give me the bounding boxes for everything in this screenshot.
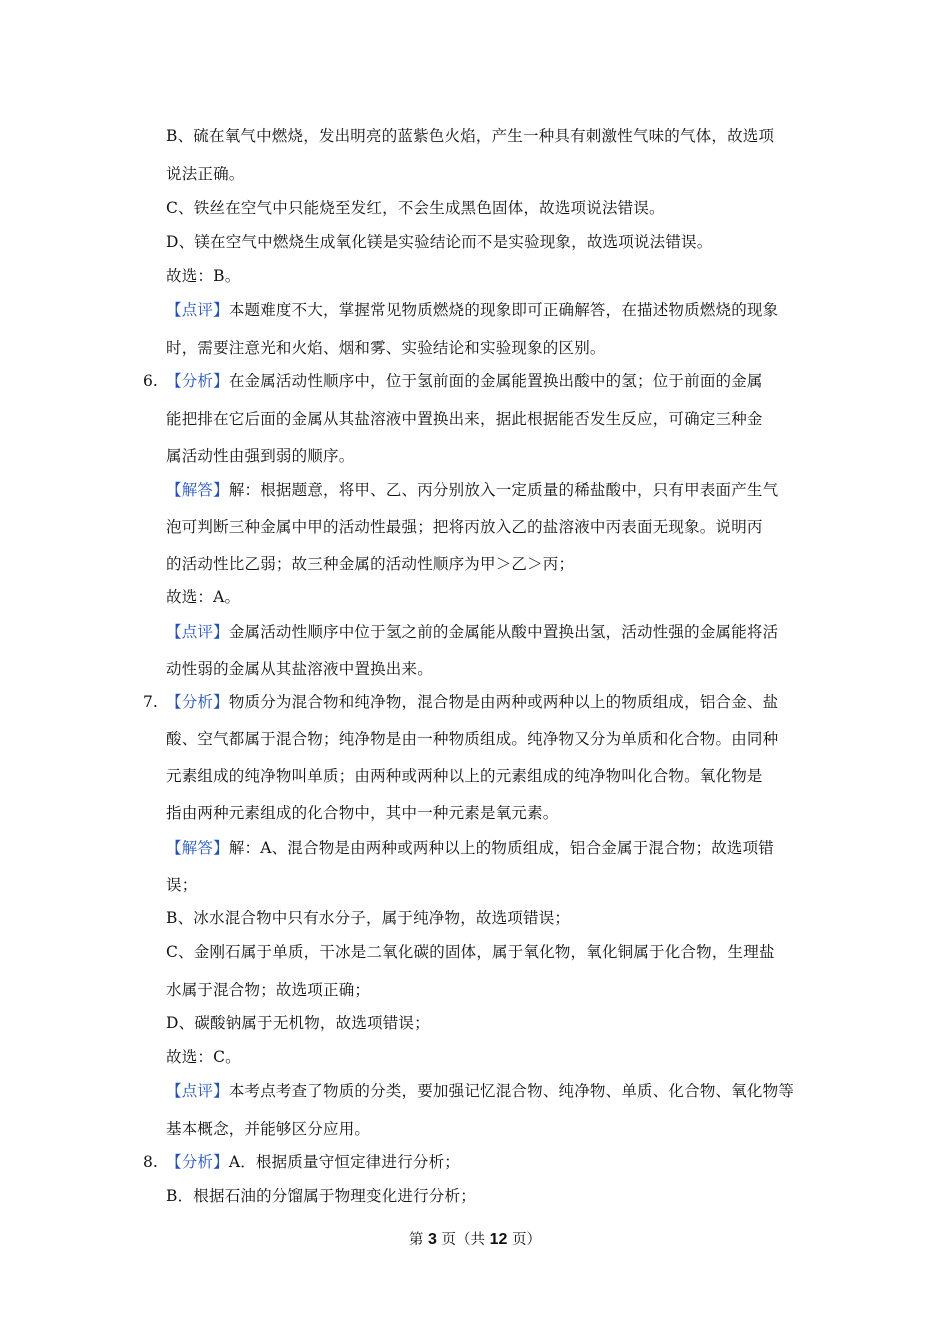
line-text: B、硫在氧气中燃烧，发出明亮的蓝紫色火焰，产生一种具有刺激性气味的气体，故选项 xyxy=(166,127,775,145)
text-line xyxy=(166,1081,816,1101)
line-text: 物质分为混合物和纯净物，混合物是由两种或两种以上的物质组成，铝合金、盐 xyxy=(228,693,779,711)
text-line xyxy=(166,409,816,429)
line-text: 的活动性比乙弱；故三种金属的活动性顺序为甲＞乙＞丙； xyxy=(166,555,575,573)
page-footer xyxy=(0,1230,950,1250)
text-line xyxy=(166,803,816,823)
section-tag: 【点评】 xyxy=(166,301,229,319)
line-text: D、镁在空气中燃烧生成氧化镁是实验结论而不是实验现象，故选项说法错误。 xyxy=(166,233,713,251)
question-number: 6. xyxy=(143,372,158,390)
text-line xyxy=(166,692,816,712)
text-line xyxy=(166,659,816,679)
line-text: 故选：B。 xyxy=(166,267,241,285)
line-text: 故选：A。 xyxy=(166,588,241,606)
text-line xyxy=(166,766,816,786)
text-line xyxy=(166,300,816,320)
text-line xyxy=(166,908,816,928)
line-text: 水属于混合物；故选项正确； xyxy=(166,981,371,999)
line-text: 解：根据题意，将甲、乙、丙分别放入一定质量的稀盐酸中，只有甲表面产生气 xyxy=(228,481,779,499)
text-line xyxy=(166,980,816,1000)
text-line xyxy=(166,232,816,252)
line-text: 基本概念，并能够区分应用。 xyxy=(166,1120,371,1138)
text-line xyxy=(166,338,816,358)
text-line xyxy=(166,266,816,286)
section-tag: 【分析】 xyxy=(166,693,229,711)
line-text: 指由两种元素组成的化合物中，其中一种元素是氧元素。 xyxy=(166,804,559,822)
line-text: 泡可判断三种金属中甲的活动性最强；把将丙放入乙的盐溶液中丙表面无现象。说明丙 xyxy=(166,518,763,536)
section-tag: 【分析】 xyxy=(166,372,229,390)
line-text: 属活动性由强到弱的顺序。 xyxy=(166,447,355,465)
text-line xyxy=(166,587,816,607)
text-line xyxy=(166,554,816,574)
line-text: B、冰水混合物中只有水分子，属于纯净物，故选项错误； xyxy=(166,909,571,927)
section-tag: 【解答】 xyxy=(166,481,229,499)
text-line xyxy=(166,1186,816,1206)
text-line xyxy=(166,942,816,962)
text-line xyxy=(166,875,816,895)
text-line xyxy=(166,1013,816,1033)
line-text: 时，需要注意光和火焰、烟和雾、实验结论和实验现象的区别。 xyxy=(166,339,606,357)
section-tag: 【分析】 xyxy=(166,1153,229,1171)
text-line xyxy=(166,446,816,466)
section-tag: 【解答】 xyxy=(166,839,229,857)
line-text: 动性弱的金属从其盐溶液中置换出来。 xyxy=(166,660,433,678)
footer-prefix: 第 xyxy=(408,1232,424,1248)
text-line xyxy=(166,480,816,500)
text-line xyxy=(166,371,816,391)
footer-page-number: 3 xyxy=(428,1231,437,1248)
line-text: 金属活动性顺序中位于氢之前的金属能从酸中置换出氢，活动性强的金属能将活 xyxy=(228,623,779,641)
text-line xyxy=(166,164,816,184)
text-line xyxy=(166,1119,816,1139)
question-number: 8. xyxy=(143,1153,158,1171)
line-text: 误； xyxy=(166,876,198,894)
line-text: 解：A、混合物是由两种或两种以上的物质组成，铝合金属于混合物；故选项错 xyxy=(228,839,775,857)
text-line xyxy=(166,1152,816,1172)
text-line xyxy=(166,517,816,537)
question-number: 7. xyxy=(143,693,158,711)
line-text: 在金属活动性顺序中，位于氢前面的金属能置换出酸中的氢；位于前面的金属 xyxy=(228,372,763,390)
section-tag: 【点评】 xyxy=(166,1082,229,1100)
text-line xyxy=(166,838,816,858)
text-line xyxy=(166,622,816,642)
footer-total-pages: 12 xyxy=(489,1231,508,1248)
line-text: C、金刚石属于单质，干冰是二氧化碳的固体，属于氧化物，氧化铜属于化合物，生理盐 xyxy=(166,943,775,961)
line-text: 本题难度不大，掌握常见物质燃烧的现象即可正确解答，在描述物质燃烧的现象 xyxy=(228,301,779,319)
text-line xyxy=(166,1047,816,1067)
line-text: 能把排在它后面的金属从其盐溶液中置换出来，据此根据能否发生反应，可确定三种金 xyxy=(166,410,763,428)
section-tag: 【点评】 xyxy=(166,623,229,641)
line-text: 酸、空气都属于混合物；纯净物是由一种物质组成。纯净物又分为单质和化合物。由同种 xyxy=(166,730,779,748)
footer-middle: 页（共 xyxy=(441,1232,486,1248)
text-line xyxy=(166,126,816,146)
line-text: D、碳酸钠属于无机物，故选项错误； xyxy=(166,1014,430,1032)
line-text: 说法正确。 xyxy=(166,165,245,183)
text-line xyxy=(166,198,816,218)
line-text: 本考点考查了物质的分类，要加强记忆混合物、纯净物、单质、化合物、氧化物等 xyxy=(228,1082,795,1100)
line-text: C、铁丝在空气中只能烧至发红，不会生成黑色固体，故选项说法错误。 xyxy=(166,199,665,217)
line-text: 元素组成的纯净物叫单质；由两种或两种以上的元素组成的纯净物叫化合物。氧化物是 xyxy=(166,767,763,785)
footer-suffix: 页） xyxy=(512,1232,542,1248)
line-text: B．根据石油的分馏属于物理变化进行分析； xyxy=(166,1187,476,1205)
line-text: A．根据质量守恒定律进行分析； xyxy=(228,1153,461,1171)
line-text: 故选：C。 xyxy=(166,1048,241,1066)
text-line xyxy=(166,729,816,749)
